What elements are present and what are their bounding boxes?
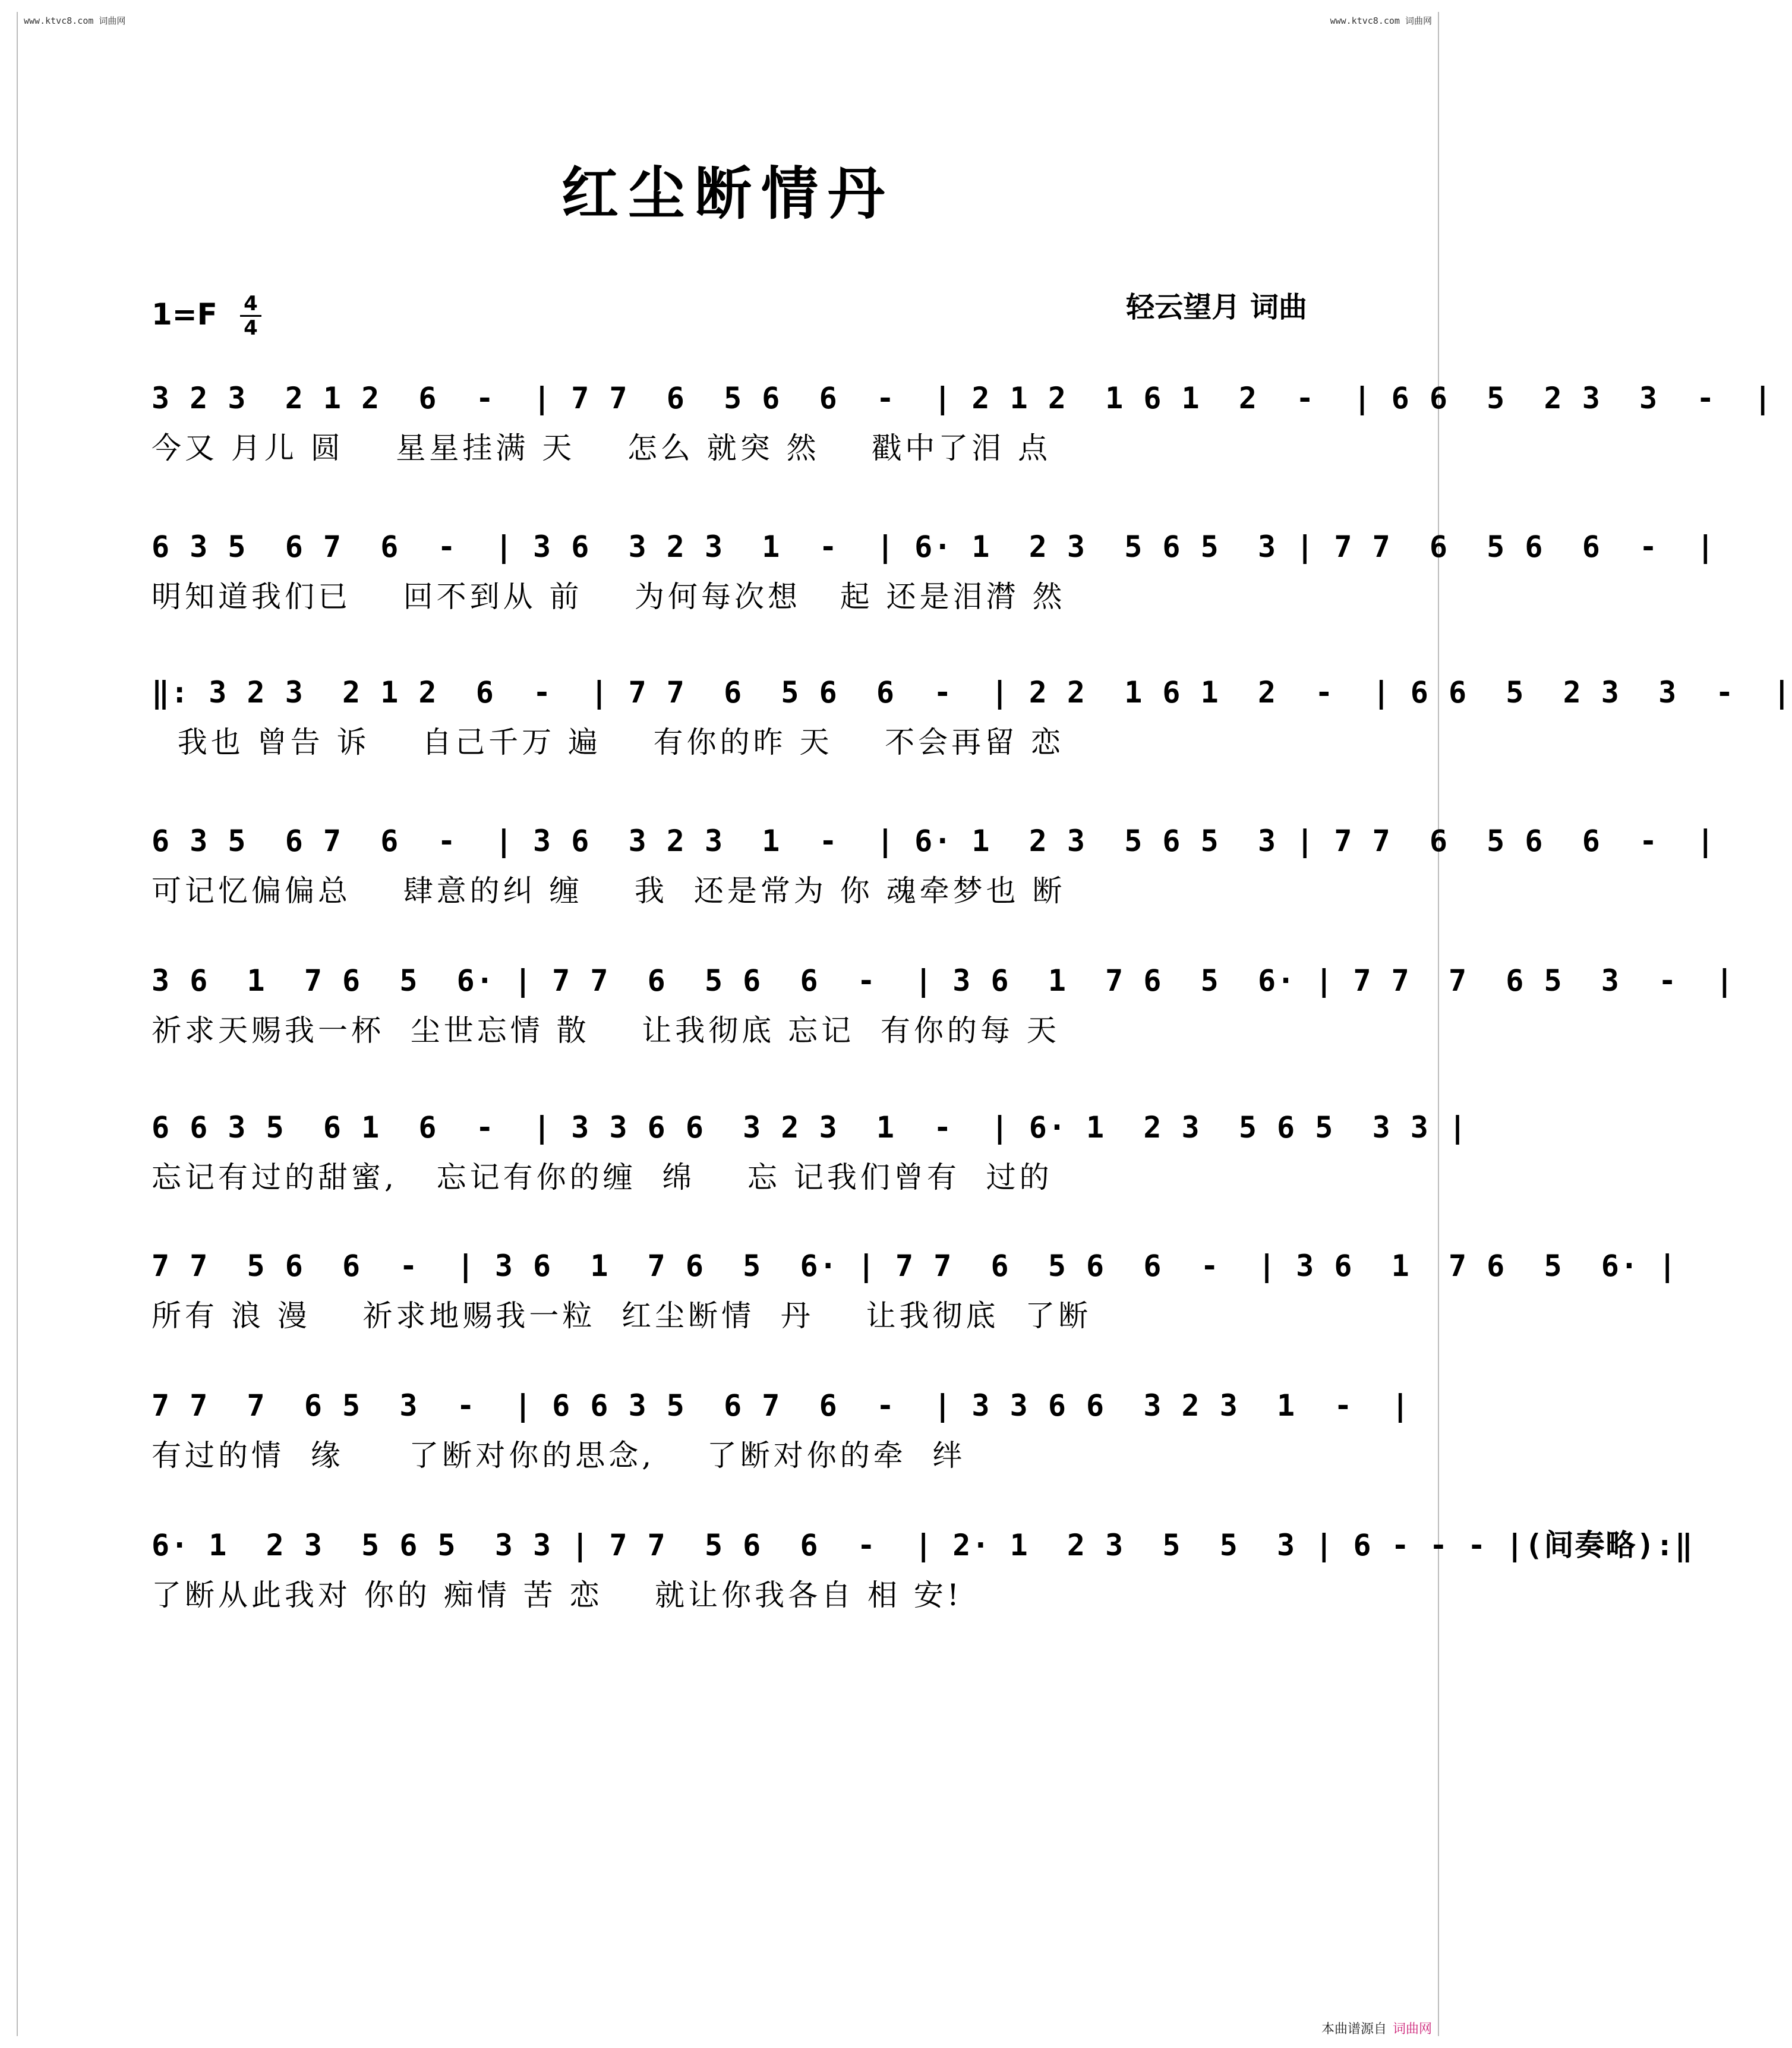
lyric-line: 祈求天赐我一杯 尘世忘情 散 让我彻底 忘记 有你的每 天	[152, 1013, 1060, 1048]
notation-line: 6 6 3 5 6 1 6 - | 3 3 6 6 3 2 3 1 - | 6· 1 2 3 5 6 5 3 3 |	[152, 1110, 1468, 1145]
time-signature-bottom: 4	[244, 316, 258, 340]
footer-source-text: 本曲谱源自	[1321, 2022, 1387, 2037]
notation-line: 6 3 5 6 7 6 - | 3 6 3 2 3 1 - | 6· 1 2 3 5 6 5 3 | 7 7 6 5 6 6 - |	[152, 824, 1716, 858]
site-url-left[interactable]: www.ktvc8.com 词曲网	[24, 15, 126, 26]
site-url-right[interactable]: www.ktvc8.com 词曲网	[1330, 15, 1432, 26]
song-credit: 轻云望月 词曲	[1126, 291, 1307, 324]
notation-line: 7 7 5 6 6 - | 3 6 1 7 6 5 6· | 7 7 6 5 6 6 - | 3 6 1 7 6 5 6· |	[152, 1249, 1678, 1283]
score-row	[152, 957, 1735, 1070]
lyric-line: 明知道我们已 回不到从 前 为何每次想 起 还是泪潸 然	[152, 579, 1066, 614]
notation-line: 6 3 5 6 7 6 - | 3 6 3 2 3 1 - | 6· 1 2 3 5 6 5 3 | 7 7 6 5 6 6 - |	[152, 530, 1716, 564]
lyric-line: 有过的情 缘 了断对你的思念, 了断对你的牵 绊	[152, 1438, 966, 1473]
notation-line: ‖: 3 2 3 2 1 2 6 - | 7 7 6 5 6 6 - | 2 2 1 6 1 2 - | 6 6 5 2 3 3 - |	[152, 675, 1792, 710]
notation-line: 3 2 3 2 1 2 6 - | 7 7 6 5 6 6 - | 2 1 2 1 6 1 2 - | 6 6 5 2 3 3 - |	[152, 381, 1773, 415]
score-row	[152, 374, 1773, 487]
footer-brand-link[interactable]: 词曲网	[1392, 2022, 1432, 2037]
lyric-line: 所有 浪 漫 祈求地赐我一粒 红尘断情 丹 让我彻底 了断	[152, 1299, 1092, 1333]
score-row	[152, 817, 1716, 930]
footer-source	[1321, 2019, 1432, 2037]
score-row	[152, 1382, 1411, 1495]
notation-line: 3 6 1 7 6 5 6· | 7 7 6 5 6 6 - | 3 6 1 7 6 5 6· | 7 7 7 6 5 3 - |	[152, 963, 1735, 998]
notation-line: 6· 1 2 3 5 6 5 3 3 | 7 7 5 6 6 - | 2· 1 2 3 5 5 3 | 6 - - - |(间奏略):‖	[152, 1528, 1694, 1562]
lyric-line: 了断从此我对 你的 痴情 苦 恋 就让你我各自 相 安!	[152, 1578, 963, 1612]
time-signature-top: 4	[244, 292, 258, 316]
lyric-line: 今又 月儿 圆 星星挂满 天 怎么 就突 然 戳中了泪 点	[152, 431, 1052, 465]
score-row	[152, 669, 1792, 782]
notation-line: 7 7 7 6 5 3 - | 6 6 3 5 6 7 6 - | 3 3 6 6 3 2 3 1 - |	[152, 1388, 1411, 1423]
lyric-line: 可记忆偏偏总 肆意的纠 缠 我 还是常为 你 魂牵梦也 断	[152, 874, 1066, 908]
song-title: 红尘断情丹	[561, 160, 894, 227]
score-row	[152, 1521, 1694, 1634]
lyric-line: 忘记有过的甜蜜, 忘记有你的缠 绵 忘 记我们曾有 过的	[152, 1160, 1053, 1195]
lyric-line: 我也 曾告 诉 自己千万 遍 有你的昨 天 不会再留 恋	[152, 725, 1064, 760]
score-row	[152, 1104, 1468, 1217]
score-row	[152, 1242, 1678, 1355]
key-signature: 1=F	[152, 297, 217, 332]
time-signature	[240, 294, 261, 338]
score-row	[152, 523, 1716, 636]
